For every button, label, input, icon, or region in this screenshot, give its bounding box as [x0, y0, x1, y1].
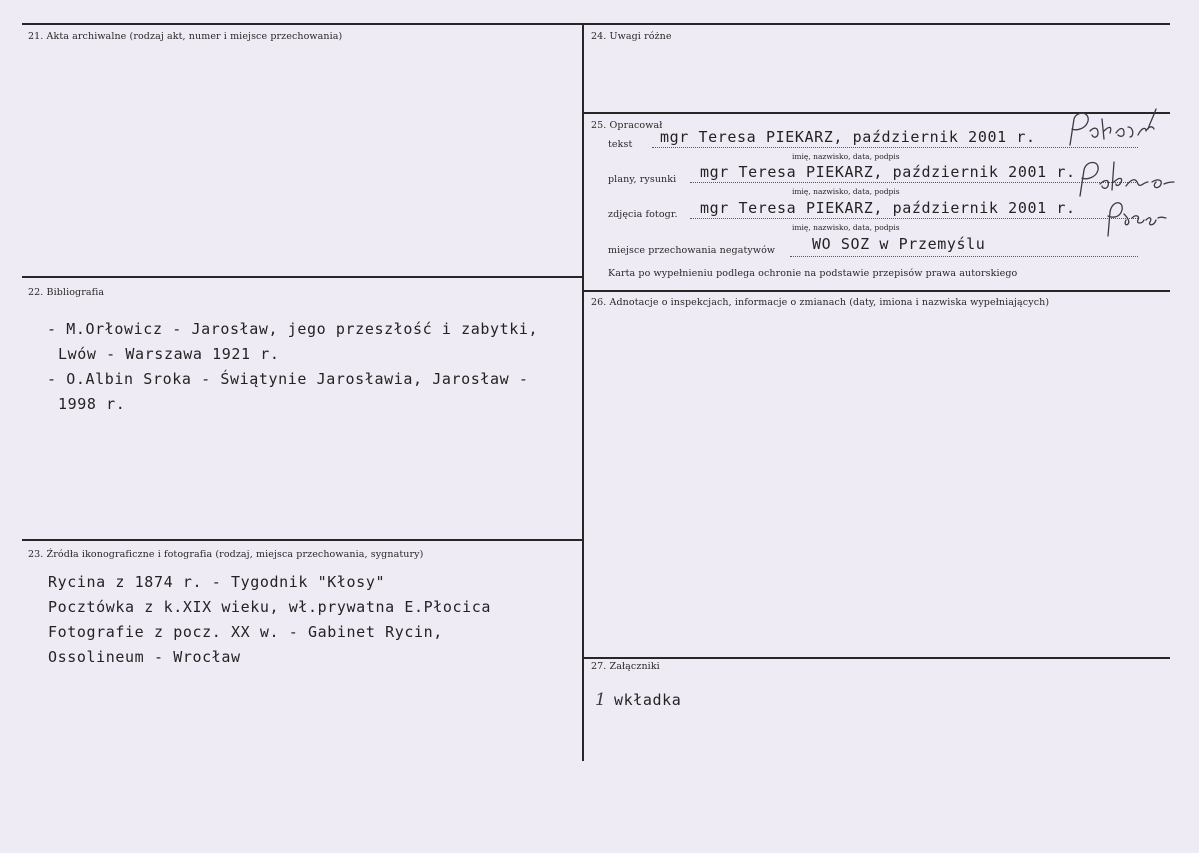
- bibliography-line-3: - O.Albin Sroka - Świątynie Jarosławia, Jarosław -: [47, 370, 529, 388]
- section-23-label: 23. Źródła ikonograficzne i fotografia (rodzaj, miejsca przechowania, sygnatury): [28, 549, 424, 560]
- iconography-line-4: Ossolineum - Wrocław: [48, 648, 241, 666]
- zdjecia-dotted-line: [690, 218, 1138, 219]
- negatywy-label: miejsce przechowania negatywów: [608, 245, 776, 256]
- bibliography-line-2: Lwów - Warszawa 1921 r.: [58, 345, 280, 363]
- tekst-label: tekst: [608, 139, 633, 150]
- section-22-label: 22. Bibliografia: [28, 287, 105, 298]
- rule-22-23: [22, 539, 582, 541]
- section-25-label: 25. Opracował: [591, 120, 663, 131]
- section-24-label: 24. Uwagi różne: [591, 31, 672, 42]
- attachments-value: wkładka: [614, 691, 682, 709]
- zdjecia-caption: imię, nazwisko, data, podpis: [792, 223, 900, 232]
- bibliography-line-1: - M.Orłowicz - Jarosław, jego przeszłość i zabytki,: [47, 320, 539, 338]
- rule-21-22: [22, 276, 582, 278]
- top-rule: [22, 23, 1170, 25]
- signature-tekst: [1050, 105, 1160, 155]
- bibliography-line-4: 1998 r.: [58, 395, 126, 413]
- attachments-count: 1: [595, 690, 607, 710]
- vertical-divider: [582, 23, 584, 761]
- negatywy-dotted-line: [790, 256, 1138, 257]
- plany-label: plany, rysunki: [608, 174, 677, 185]
- negatywy-value: WO SOZ w Przemyślu: [812, 235, 986, 253]
- copyright-note: Karta po wypełnieniu podlega ochronie na podstawie przepisów prawa autorskiego: [608, 268, 1018, 279]
- zdjecia-label: zdjęcia fotogr.: [608, 209, 678, 220]
- tekst-value: mgr Teresa PIEKARZ, październik 2001 r.: [660, 128, 1036, 146]
- iconography-line-1: Rycina z 1874 r. - Tygodnik "Kłosy": [48, 573, 386, 591]
- section-27-label: 27. Załączniki: [591, 661, 660, 672]
- iconography-line-3: Fotografie z pocz. XX w. - Gabinet Rycin,: [48, 623, 443, 641]
- plany-caption: imię, nazwisko, data, podpis: [792, 187, 900, 196]
- signature-zdjecia: [1080, 192, 1170, 242]
- section-21-label: 21. Akta archiwalne (rodzaj akt, numer i miejsce przechowania): [28, 31, 343, 42]
- rule-25-26: [584, 290, 1170, 292]
- tekst-caption: imię, nazwisko, data, podpis: [792, 152, 900, 161]
- zdjecia-value: mgr Teresa PIEKARZ, październik 2001 r.: [700, 199, 1076, 217]
- section-26-label: 26. Adnotacje o inspekcjach, informacje o zmianach (daty, imiona i nazwiska wypełniających): [591, 297, 1050, 308]
- iconography-line-2: Pocztówka z k.XIX wieku, wł.prywatna E.Płocica: [48, 598, 492, 616]
- rule-26-27: [584, 657, 1170, 659]
- plany-value: mgr Teresa PIEKARZ, październik 2001 r.: [700, 163, 1076, 181]
